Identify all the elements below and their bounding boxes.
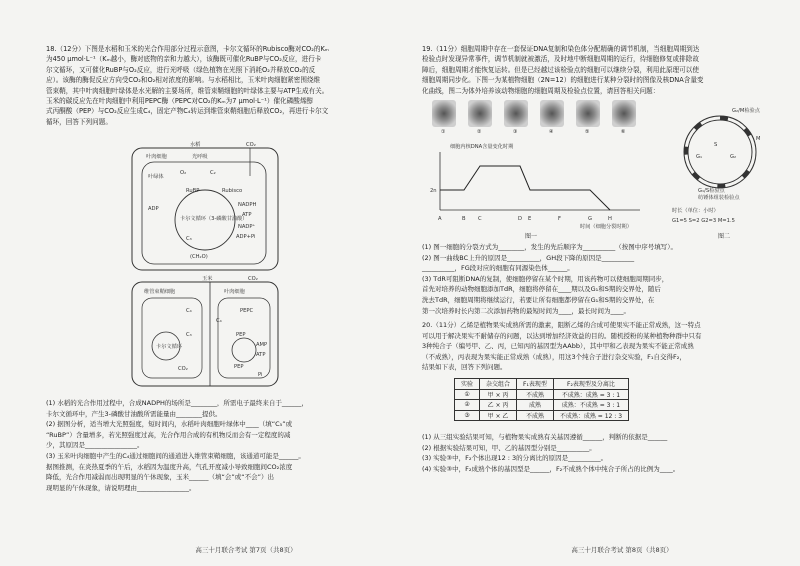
text-line: 19.（11分）细胞周期中存在一套保证DNA复制和染色体分配精确的调节机制，当细胞周期到达 — [422, 45, 700, 53]
table-header: F₁表现型 — [517, 379, 554, 390]
photo-label: ⑥ — [621, 129, 626, 135]
q18-parts — [46, 398, 382, 493]
text-line: (2) 根据实验结果可知，甲、乙的基因型分别是__________。 — [422, 443, 596, 452]
table-header: F₂表现型及分离比 — [553, 379, 628, 390]
table-cell: ③ — [455, 410, 480, 421]
text-line: 应）。该酶的酶促反应方向受CO₂和O₂相对浓度的影响。与水稻相比，玉米叶肉细胞紧密围绕维 — [46, 76, 321, 85]
table-cell: 甲 × 乙 — [480, 410, 517, 421]
text-line: (3) TdR可阻断DNA的复制，使细胞停留在某个时期，用该药物可以使细胞周期同步， — [422, 274, 669, 283]
y-label-2n: 2n — [430, 188, 437, 194]
text-line: 式丙酮酸（PEP）与CO₂反应生成C₄，固定产物C₄转运到维管束鞘细胞后释放CO₂，再进行卡尔文 — [46, 107, 329, 116]
label-c2: C₂ — [210, 170, 216, 176]
text-line: 玉米的碳反应先在叶肉细胞中利用PEPC酶（PEPC对CO₂的Kₘ为7 μmol·L⁻¹）催化磷酸烯醇 — [46, 97, 314, 106]
text-line: 第一次培养时长内第二次添加药物的最短时间为____，最长时间为____。 — [422, 306, 630, 315]
table-row — [455, 410, 629, 421]
text-line: (4) 实验③中，F₂成熟个体的基因型是______，F₂不成熟个体中纯合子所占的比例为____。 — [422, 464, 680, 473]
text-line: 现明显的午休现象，请说明理由________________。 — [46, 483, 196, 492]
label-pep-b: PEP — [234, 364, 244, 370]
text-line: 20.（11分）乙烯是植物果实成熟所需的激素，阻断乙烯的合成可使果实不能正常成熟，这一特点 — [422, 321, 701, 329]
cell-cycle-diagram — [662, 100, 782, 230]
label-c4-b: C₄ — [216, 318, 222, 324]
text-line: 卡尔文循环中，产生3-磷酸甘油酸所需能量由________提供。 — [46, 409, 222, 418]
table-cell: 不成熟：成熟 = 12 : 3 — [553, 410, 628, 421]
text-line: 细胞周期同步化。下图一为某植物细胞（2N=12）的细胞进行某种分裂时的图像及核DNA含量变 — [422, 76, 704, 85]
micrograph-photo — [612, 100, 636, 127]
label-s: S — [714, 142, 718, 148]
text-line: （不成熟），丙表现为果实能正常成熟（成熟），用这3个纯合子进行杂交实验，F₁自交得F₂， — [422, 352, 686, 361]
photo-label: ③ — [513, 129, 518, 135]
text-line: 为450 μmol·L⁻¹（Kₘ越小，酶对底物的亲和力越大），该酶既可催化RuBP与CO₂反应，进行卡 — [46, 55, 322, 64]
text-line: 18.（12分）下图是水稻和玉米的光合作用部分过程示意图，卡尔文循环的Rubisco酶对CO₂的Kₘ — [46, 45, 329, 53]
label-atp-maize: ATP — [256, 352, 266, 358]
table-header: 实验 — [455, 379, 480, 390]
cross-results-table — [454, 378, 629, 421]
table-cell: ① — [455, 389, 480, 400]
label-atp: ATP — [242, 212, 252, 218]
table-row — [455, 389, 629, 400]
photo-label: ① — [441, 129, 446, 135]
q19-parts — [422, 242, 778, 316]
table-cell: 不成熟 — [517, 410, 554, 421]
maize-cell-outline — [132, 282, 278, 386]
text-line: (2) 图一曲线BC上升的原因是__________，GH段下降的原因是__________ — [422, 253, 635, 262]
text-line: (1) 从三组实验结果可知，与植物果实成熟有关基因遵循______，判断的依据是______ — [422, 433, 668, 441]
label-pi: Pi — [258, 372, 263, 378]
label-amp: AMP — [256, 342, 268, 348]
page-footer: 高三十月联合考试 第7页（共8页） — [195, 546, 297, 554]
micrograph-photo — [432, 100, 456, 127]
label-pepc: PEPC — [240, 308, 254, 314]
label-maize-calvin: 卡尔文循环 — [156, 344, 182, 350]
cycle-durations: G1=5 S=2 G2=3 M=1.5 — [672, 218, 735, 224]
label-g1s-checkpoint: G₁/S检验点 — [698, 188, 725, 194]
point-e: E — [528, 216, 532, 222]
label-o2: O₂ — [180, 170, 187, 176]
label-nadp: NADP⁺ — [238, 224, 256, 230]
table-cell: 成熟 — [517, 400, 554, 411]
photo-label: ⑤ — [585, 129, 590, 135]
point-d: D — [518, 216, 522, 222]
label-rubp: RuBP — [186, 188, 200, 194]
dna-curve — [440, 166, 610, 210]
label-rice: 水稻 — [190, 142, 201, 148]
text-line: (1) 图一细胞的分裂方式为________，发生的先后顺序为__________（按图中序号填写）。 — [422, 243, 678, 251]
table-cell: 成熟：不成熟 = 3 : 1 — [553, 400, 628, 411]
point-f: F — [558, 216, 561, 222]
table-header-row — [455, 379, 629, 390]
text-line: 据图推测，在炎热夏季的午后，水稻因为温度升高，气孔开度减小导致细胞间CO₂浓度 — [46, 462, 293, 471]
micrograph-photo — [468, 100, 492, 127]
text-line: 检验点时发现异常事件，调节机制就被激活，及时地中断细胞周期的运行，待细胞修复或排除故 — [422, 55, 699, 64]
photosynthesis-diagram — [130, 140, 280, 390]
label-photorespiration: 光呼吸 — [192, 154, 208, 160]
table-cell: ② — [455, 400, 480, 411]
label-mesophyll: 叶肉细胞 — [146, 154, 167, 160]
label-c3: C₃ — [186, 236, 192, 242]
q18-intro — [46, 44, 380, 127]
point-h: H — [608, 216, 612, 222]
label-rubisco: Rubisco — [222, 188, 243, 194]
dna-content-graph — [430, 140, 650, 230]
photo-label: ② — [477, 129, 482, 135]
text-line: (3) 玉米叶肉细胞中产生的C₄通过细胞间的通道进入维管束鞘细胞，该通道可能是______。 — [46, 451, 305, 460]
bundle-sheath-chloroplast — [142, 298, 202, 378]
text-line: 尔文循环，又可催化RuBP与O₂反应，进行光呼吸（绿色植物在光照下消耗O₂并释放CO₂的反 — [46, 65, 316, 74]
label-adp: ADP — [148, 206, 159, 212]
label-co2-inner: CO₂ — [178, 366, 188, 372]
table-cell: 甲 × 丙 — [480, 389, 517, 400]
label-co2: CO₂ — [246, 142, 256, 148]
c4-cycle-circle — [232, 338, 256, 362]
label-m: M — [756, 136, 761, 142]
micrograph-photo — [540, 100, 564, 127]
text-line: 障后，细胞周期才能恢复运转。但是已经越过该检验点的细胞可以继续分裂，利用此原理可以使 — [422, 65, 699, 74]
label-nadph: NADPH — [238, 202, 257, 208]
label-chloroplast: 叶绿体 — [148, 174, 164, 180]
text-line: 3种纯合子（编号甲、乙、丙，已知丙的基因型为AAbb），其中甲和乙表现为果实不能正常成熟 — [422, 342, 694, 351]
label-c3-maize: C₃ — [186, 332, 192, 338]
q20-parts — [422, 432, 778, 474]
fig2-title: 图二 — [718, 233, 731, 240]
point-g: G — [588, 216, 593, 222]
micrograph-photo — [576, 100, 600, 127]
label-ch2o: (CH₂O) — [190, 254, 208, 260]
table-cell: 不成熟：成熟 = 3 : 1 — [553, 389, 628, 400]
page-8 — [400, 0, 800, 566]
text-line: 管束鞘，其中叶肉细胞叶绿体是水光解的主要场所，维管束鞘细胞的叶绿体主要与ATP生成有关。 — [46, 86, 329, 95]
x-axis-label: 时间（细胞分裂时期） — [580, 224, 632, 230]
label-calvin: 卡尔文循环（3-磷酸甘油酸） — [180, 216, 248, 222]
table-row — [455, 400, 629, 411]
label-g2: G₂ — [730, 154, 737, 160]
text-line: 首先对培养的动物细胞添加TdR，细胞将停留在____期以及G₁和S期的交界处，随后 — [422, 285, 661, 294]
text-line: 循环，回答下列问题。 — [46, 117, 112, 126]
graph-title: 细胞内核DNA含量变化时期 — [450, 144, 514, 150]
label-maize: 玉米 — [202, 276, 213, 282]
label-c4-a: C₄ — [186, 308, 192, 314]
label-spindle-checkpoint: 纺锤体组装检验点 — [698, 195, 740, 201]
label-bundle-sheath: 维管束鞘细胞 — [144, 289, 176, 295]
label-co2-maize: CO₂ — [248, 276, 258, 282]
photo-label: ④ — [549, 129, 554, 135]
micrograph-photo — [504, 100, 528, 127]
text-line: 洗去TdR，细胞周期将继续运行，若要让所有细胞都停留在G₁和S期的交界处，在 — [422, 295, 655, 304]
table-header: 杂交组合 — [480, 379, 517, 390]
text-line: 结果如下表，回答下列问题。 — [422, 363, 507, 372]
label-mesophyll-maize: 叶肉细胞 — [224, 289, 245, 295]
text-line: (2) 据图分析，适当增大光照强度，短时间内，水稻叶肉细胞叶绿体中____（填“C₅”或 — [46, 420, 293, 429]
table-cell: 乙 × 丙 — [480, 400, 517, 411]
label-adppi: ADP+Pi — [236, 234, 256, 240]
text-line: “RuBP”）含量增多，若光照强度过高，光合作用合成的有机物反而会有一定程度的减 — [46, 430, 291, 439]
point-b: B — [462, 216, 466, 222]
label-g1: G₁ — [696, 154, 703, 160]
label-g2m-checkpoint: G₂/M检验点 — [732, 108, 760, 114]
text-line: 化曲线，图二为体外培养该动物细胞的细胞周期及检验点位置，请回答相关问题： — [422, 86, 660, 95]
page-footer: 高三十月联合考试 第8页（共8页） — [571, 546, 673, 554]
fig1-title: 图一 — [525, 233, 538, 240]
text-line: 少，其原因是________________。 — [46, 441, 144, 450]
label-pep: PEP — [236, 332, 246, 338]
q20-intro — [422, 320, 778, 373]
text-line: (3) 实验③中，F₂个体出现12 : 3的分离比的原因是__________。 — [422, 454, 608, 463]
text-line: 可以用于解决果实不耐储存的问题，以达到增加经济效益的目的。随机授粉的某种植物种群中只有 — [422, 331, 702, 340]
text-line: (1) 水稻的光合作用过程中，合成NADPH的场所是________，所需电子最终来自于______， — [46, 399, 308, 407]
point-c: C — [478, 216, 482, 222]
text-line: 降低，光合作用减弱而出现明显的午休现象，玉米______（填“会”或“不会”）出 — [46, 473, 274, 482]
point-a: A — [438, 216, 442, 222]
table-cell: 不成熟 — [517, 389, 554, 400]
cycle-duration-title: 时长（单位：小时） — [672, 208, 719, 214]
text-line: __________，FG段对应的细胞有同源染色体______。 — [422, 264, 574, 273]
q19-intro — [422, 44, 776, 96]
